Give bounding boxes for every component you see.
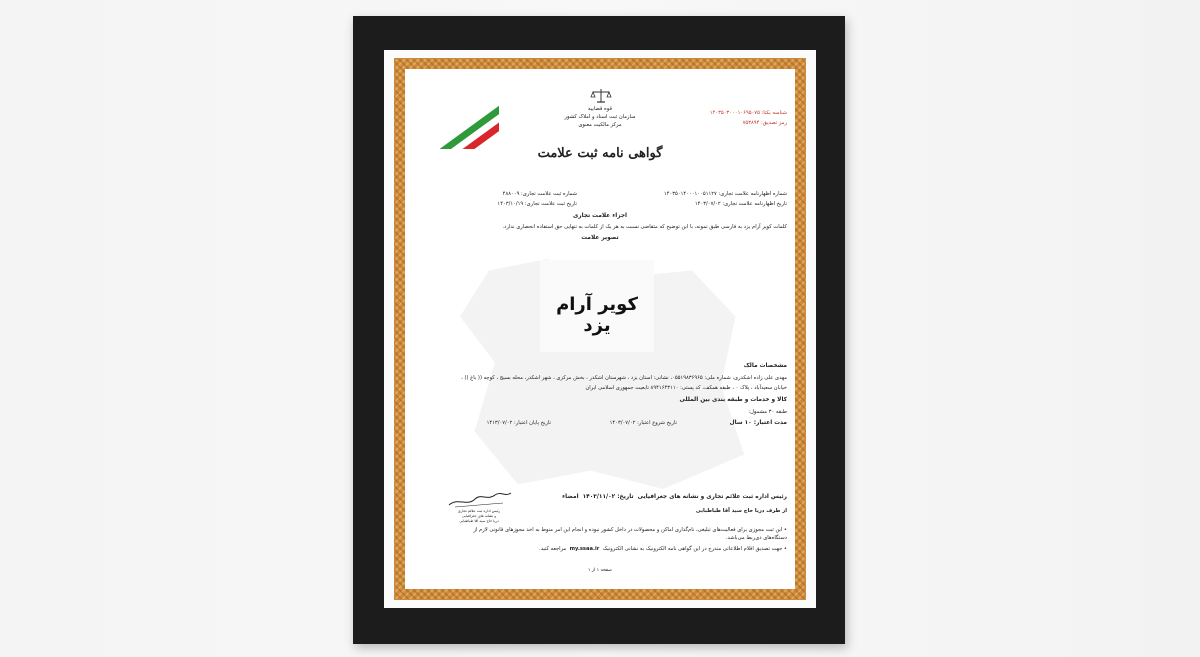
registration-number: شماره ثبت علامت تجاری: ۴۸۸۰۰۹	[502, 191, 577, 197]
goods-text: طبقه ۳۰ مشمول:	[748, 409, 787, 415]
mark-image-title: تصویر علامت	[581, 235, 619, 241]
mark-parts-title: اجزاء علامت تجاری	[572, 213, 628, 219]
application-number: شماره اظهارنامه علامت تجاری: ۱۴۰۳۵۰۱۴۰۰۰۱۰۰۵۱۱۲۷	[663, 191, 787, 197]
validity-duration: مدت اعتبار: ۱۰ سال	[729, 420, 787, 426]
certificate-title: گواهی نامه ثبت علامت	[537, 146, 663, 161]
trademark-text: کویر آرام یزد	[556, 294, 638, 336]
trademark-image	[540, 260, 654, 352]
page-number: صفحه ۱ از ۱	[588, 568, 612, 573]
handwritten-signature	[445, 487, 515, 511]
head-of-office: رئیس اداره ثبت علائم تجاری و نشانه های جغرافیایی تاریخ: ۱۴۰۳/۱۱/۰۲ امضاء	[562, 494, 787, 500]
note-1b: دستگاه‌های ذی‌ربط می‌باشد.	[725, 535, 787, 541]
owner-title: مشخصات مالک	[743, 363, 787, 369]
judiciary-emblem-icon	[589, 87, 613, 105]
iran-flag-ribbon	[419, 89, 499, 149]
note-2: • جهت تصدیق اقلام اطلاعاتی مندرج در این گواهی نامه الکترونیک به نشانی الکترونیک my.ssaa.ir مراجعه کنید.	[539, 546, 787, 552]
signature-stamp-3: دریا حاج سید آقا طباطبایی	[459, 519, 499, 523]
registration-date: تاریخ ثبت علامت تجاری: ۱۴۰۳/۱۰/۱۹	[497, 201, 577, 207]
certificate-paper	[405, 69, 795, 589]
verification-site-link[interactable]: my.ssaa.ir	[569, 546, 600, 552]
verification-code: رمز تصدیق: ۷۵۳۸۹۴	[742, 120, 787, 126]
mark-parts-text: کلمات کویر آرام یزد به فارسی طبق نمونه، با این توضیح که متقاضی نسبت به هر یک از کلمات به تنهایی حق استفاده انحصاری ندارد.	[502, 224, 787, 230]
validity-end: تاریخ پایان اعتبار: ۱۴۱۳/۰۷/۰۲	[486, 420, 551, 426]
goods-title: کالا و خدمات و طبقه بندی بین المللی	[679, 397, 787, 403]
national-id: شناسه یکتا: ۱۴۰۳۵۰۳۰۰۰۱۰۶۹۵۰۷۵	[709, 110, 787, 116]
signature-stamp-1: رئیس اداره ثبت علائم تجاری	[457, 509, 501, 513]
org-line-2: سازمان ثبت اسناد و املاک کشور	[564, 114, 636, 120]
note-1: • این ثبت مجوزی برای فعالیت‌های تبلیغی، نام‌گذاری اماکن و محصولات در داخل کشور نبوده و انجام این امر منوط به اخذ مجوزهای قانونی لازم از	[473, 527, 787, 533]
validity-start: تاریخ شروع اعتبار: ۱۴۰۳/۰۷/۰۲	[609, 420, 677, 426]
org-line-3: مرکز مالکیت معنوی	[578, 122, 622, 128]
owner-line-2: خیابان سعیدآباد ، پلاک ۰ ، طبقه همکف، کد پستی: ۸۹۴۱۶۴۳۱۱۰ تابعیت جمهوری اسلامی ایران	[585, 385, 787, 391]
org-line-1: قوه قضاییه	[588, 106, 612, 112]
signed-by: از طرف دریا حاج سید آقا طباطبایی	[695, 508, 787, 514]
application-date: تاریخ اظهارنامه علامت تجاری: ۱۴۰۳/۰۷/۰۲	[694, 201, 787, 207]
signature-stamp-2: و نشانه های جغرافیایی	[461, 514, 497, 518]
owner-line-1: مهدی علی زاده اشکذری، شماره ملی: ۰۵۵۱۹۸۳۶۹۶۵، نشانی: استان یزد ، شهرستان اشکذر ، بخش مرکزی ، شهر اشکذر، محله بسیج ، کوچه (( باغ )) ،	[461, 375, 787, 381]
